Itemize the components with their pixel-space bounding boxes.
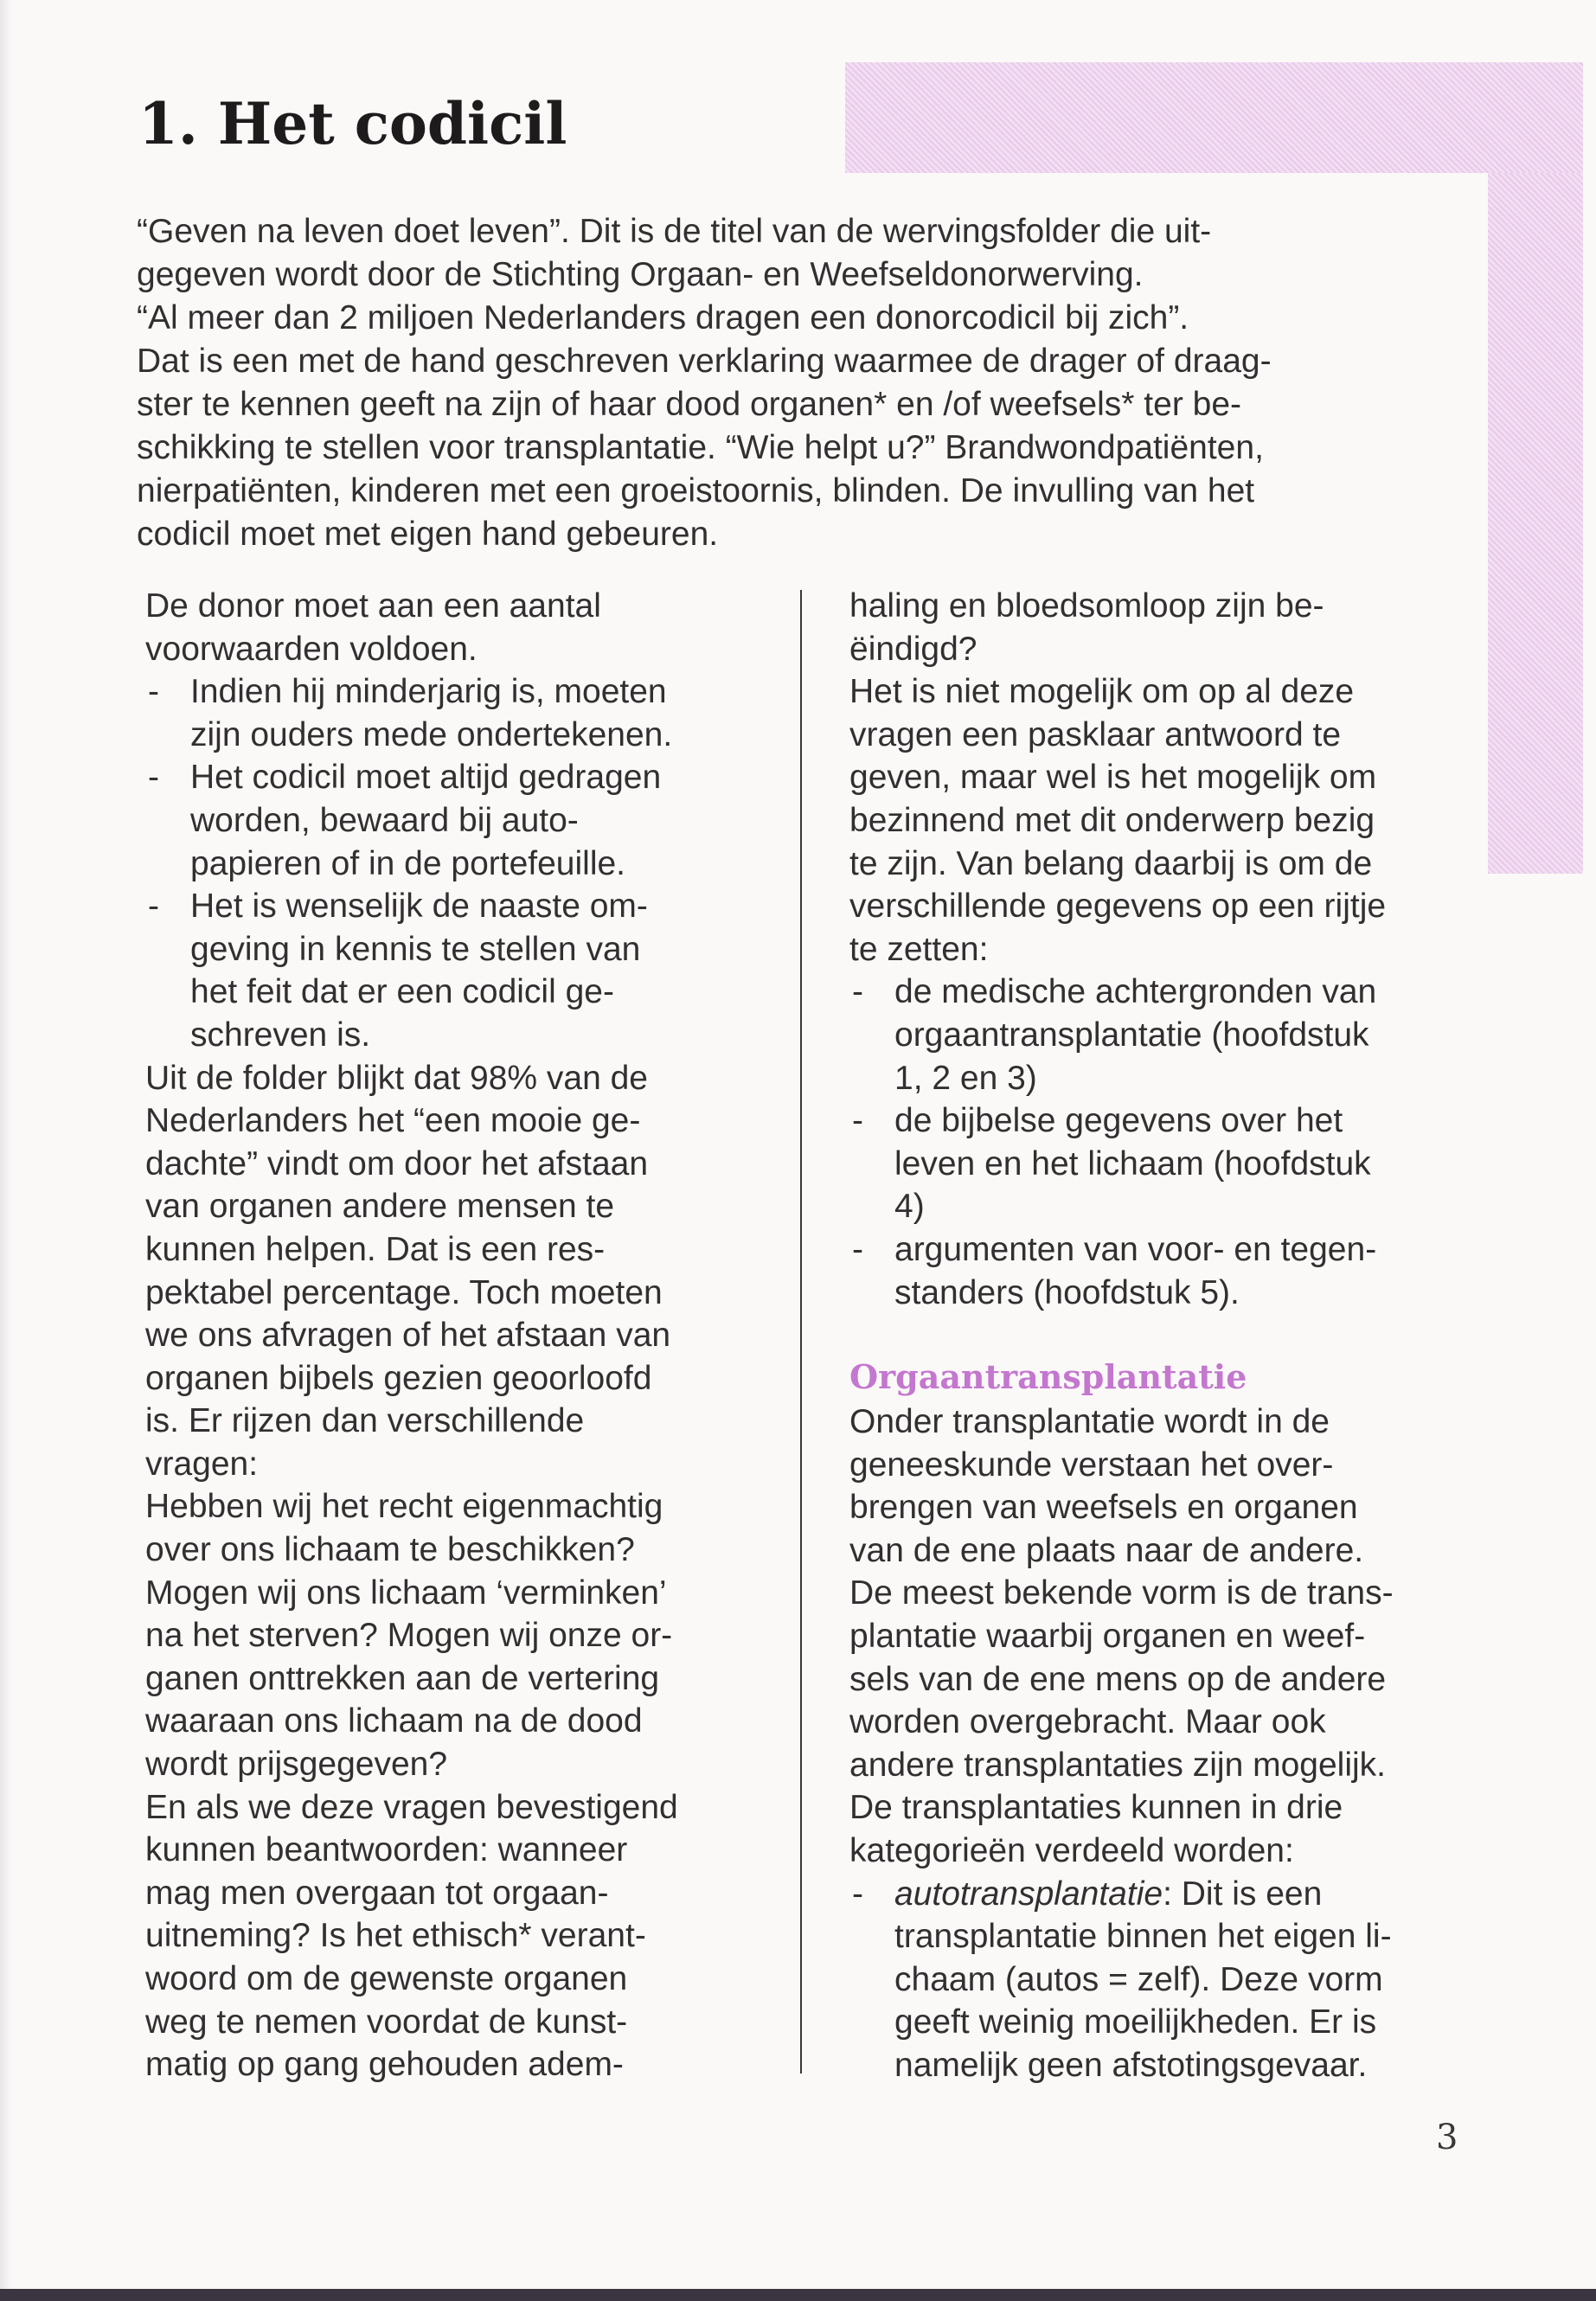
category-item: - autotransplantatie: Dit is een transplantatie binnen het eigen li- chaam (autos = zelf). Deze vorm geeft weinig moeilijkheden. Er is namelijk geen afstotingsgevaar. <box>849 1873 1472 2087</box>
right-column <box>849 585 1472 2087</box>
decorative-hatch-sidebar <box>1488 173 1583 874</box>
questions-paragraph: Hebben wij het recht eigenmachtig over ons lichaam te beschikken? Mogen wij ons lichaam ‘verminken’ na het sterven? Mogen wij onze or- ganen onttrekken aan de vertering waaraan ons lichaam na de dood wordt prijsgegeven? <box>145 1488 673 1784</box>
intro-line: “Geven na leven doet leven”. Dit is de titel van de wervingsfolder die uit- <box>137 213 1212 250</box>
section-heading: Orgaantransplantatie <box>849 1357 1247 1397</box>
intro-line: codicil moet met eigen hand gebeuren. <box>137 516 719 553</box>
condition-item: - Het codicil moet altijd gedragen worden, bewaard bij auto- papieren of in de portefeuille. <box>145 756 785 885</box>
decorative-hatch-banner <box>845 62 1583 173</box>
section-spacer <box>849 1314 1472 1353</box>
chapter-title: 1. Het codicil <box>138 90 567 157</box>
left-column <box>145 585 785 2086</box>
continuation-paragraph: haling en bloedsomloop zijn be- ëindigd? <box>849 587 1324 668</box>
chapter-reference-item: - de medische achtergronden van orgaantransplantatie (hoofdstuk 1, 2 en 3) <box>849 971 1472 1099</box>
page-number: 3 <box>1436 2118 1458 2157</box>
chapter-reference-item: - de bijbelse gegevens over het leven en het lichaam (hoofdstuk 4) <box>849 1099 1472 1228</box>
condition-item: - Indien hij minderjarig is, moeten zijn ouders mede ondertekenen. <box>145 670 785 756</box>
donor-conditions-intro: De donor moet aan een aantal voorwaarden voldoen. <box>145 587 601 668</box>
conditions-list <box>145 670 785 1056</box>
categories-list <box>849 1873 1472 2087</box>
bottom-edge-bar <box>0 2289 1596 2301</box>
approach-paragraph: Het is niet mogelijk om op al deze vragen een pasklaar antwoord te geven, maar wel is het mogelijk om bezinnend met dit onderwerp bezig te zijn. Van belang daarbij is om de verschillende gegevens op een rijtje te zetten: <box>849 673 1387 968</box>
chapter-reference-item: - argumenten van voor- en tegen- standers (hoofdstuk 5). <box>849 1228 1472 1314</box>
intro-line: Dat is een met de hand geschreven verklaring waarmee de drager of draag- <box>137 343 1272 380</box>
intro-line: nierpatiënten, kinderen met een groeistoornis, blinden. De invulling van het <box>137 472 1255 510</box>
folder-percentage-paragraph: Uit de folder blijkt dat 98% van de Nederlanders het “een mooie ge- dachte” vindt om door het afstaan van organen andere mensen te kunnen helpen. Dat is een res- pektabel percentage. Toch moeten we ons afvragen of het afstaan van organen bijbels gezien geoorloofd is. Er rijzen dan verschillende vragen: <box>145 1059 671 1483</box>
ethics-paragraph: En als we deze vragen bevestigend kunnen beantwoorden: wanneer mag men overgaan tot orgaan- uitneming? Is het ethisch* verant- woord om de gewenste organen weg te nemen voordat de kunst- matig op gang gehouden adem- <box>145 1788 678 2084</box>
intro-line: “Al meer dan 2 miljoen Nederlanders dragen een donorcodicil bij zich”. <box>137 299 1189 336</box>
category-term: autotransplantatie <box>894 1875 1163 1913</box>
intro-line: ster te kennen geeft na zijn of haar dood organen* en /of weefsels* ter be- <box>137 386 1242 423</box>
intro-paragraph <box>137 210 1486 556</box>
transplantation-definition-paragraph: Onder transplantatie wordt in de geneeskunde verstaan het over- brengen van weefsels en organen van de ene plaats naar de andere. De meest bekende vorm is de trans- plantatie waarbij organen en weef- sels van de ene mens op de andere worden overgebracht. Maar ook andere transplantaties zijn mogelijk. De transplantaties kunnen in drie kategorieën verdeeld worden: <box>849 1403 1394 1870</box>
condition-item: - Het is wenselijk de naaste om- geving in kennis te stellen van het feit dat er een codicil ge- schreven is. <box>145 885 785 1056</box>
intro-line: schikking te stellen voor transplantatie. “Wie helpt u?” Brandwondpatiënten, <box>137 429 1264 466</box>
chapters-list <box>849 971 1472 1314</box>
column-divider <box>800 590 802 2073</box>
page-shadow-edge <box>0 0 12 2301</box>
intro-line: gegeven wordt door de Stichting Orgaan- en Weefseldonorwerving. <box>137 256 1144 293</box>
